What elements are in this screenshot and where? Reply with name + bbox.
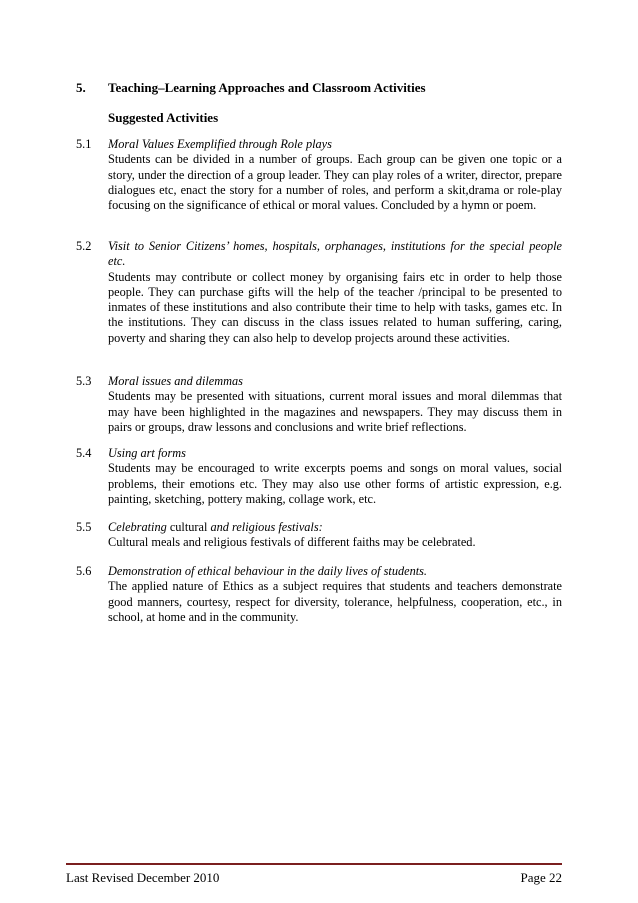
item-number: 5.1 [76,137,92,151]
footer-rule [66,863,562,865]
item-title-part: cultural [166,520,211,534]
section-title: Teaching–Learning Approaches and Classroom Activities [108,80,426,95]
activity-item [76,137,562,213]
item-title: Visit to Senior Citizens’ homes, hospitals, orphanages, institutions for the special people etc. [108,239,562,269]
item-title: Moral issues and dilemmas [108,374,243,388]
activity-item [76,564,562,625]
item-text: Students can be divided in a number of groups. Each group can be given one topic or a story, under the direction of a group leader. They can play roles of a writer, director, prepare dialogues etc, enact the story for a number of roles, and perform a skit,drama or role-play focusing on the significance of ethical or moral values. Concluded by a hymn or poem. [108,152,562,213]
activity-item [76,374,562,435]
item-number: 5.6 [76,564,92,578]
item-text: Students may contribute or collect money by organising fairs etc in order to help those people. They can purchase gifts will the help of the teacher /principal to be presented to inmates of these institutions and also contribute their time to help with tasks, games etc. In the institutions. They can discuss in the class issues related to human suffering, caring, poverty and sharing they can also help to develop projects around these activities. [108,269,562,345]
item-number: 5.5 [76,520,92,534]
item-text: Students may be presented with situations, current moral issues and moral dilemmas that may have been highlighted in the magazines and newspapers. They may discuss them in pairs or groups, draw lessons and conclusions and write brief reflections. [108,389,562,434]
item-number: 5.4 [76,446,92,460]
section-number: 5. [76,80,86,95]
item-title: Using art forms [108,446,186,460]
item-text: The applied nature of Ethics as a subject requires that students and teachers demonstrate good manners, courtesy, respect for diversity, tolerance, helpfulness, cooperation, etc., in school, at home and in the community. [108,579,562,624]
item-title-part: and religious festivals: [210,520,323,534]
section-heading [76,80,426,96]
item-title: Moral Values Exemplified through Role plays [108,137,332,151]
item-number: 5.2 [76,239,92,253]
page-number: Page 22 [520,870,562,885]
activity-item [76,520,562,551]
item-title: Demonstration of ethical behaviour in the daily lives of students. [108,564,427,578]
item-text: Students may be encouraged to write excerpts poems and songs on moral values, social problems, their emotions etc. They may also use other forms of artistic expression, e.g. painting, sketching, pottery making, collage work, etc. [108,461,562,506]
activity-item [76,239,562,346]
item-title [108,520,562,535]
item-number: 5.3 [76,374,92,388]
activity-item [76,446,562,507]
item-text: Cultural meals and religious festivals of different faiths may be celebrated. [108,535,476,550]
subheading: Suggested Activities [108,110,219,125]
footer-revision: Last Revised December 2010 [66,870,220,885]
item-title-part: Celebrating [108,520,167,534]
